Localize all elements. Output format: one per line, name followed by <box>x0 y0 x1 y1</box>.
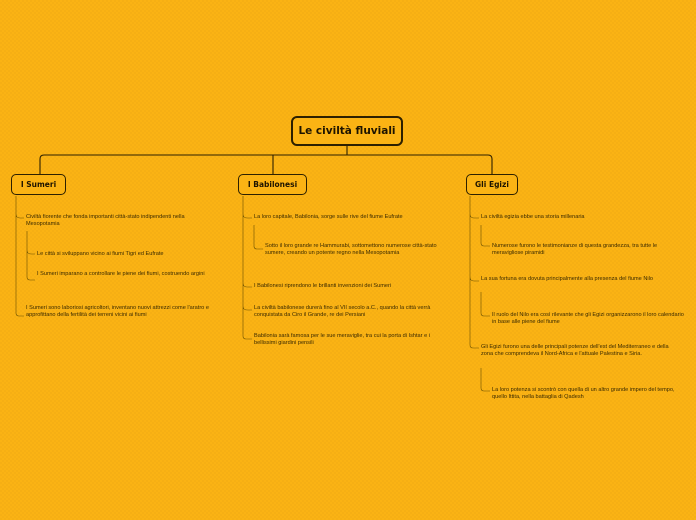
egizi-item-6[interactable]: La loro potenza si scontrò con quella di un altro grande impero del tempo, quello Ittita, nella battaglia di Qadesh <box>492 387 675 401</box>
babilonesi-item-3[interactable]: I Babilonesi riprendono le brillanti invenzioni dei Sumeri <box>254 283 392 289</box>
babilonesi-item-5[interactable]: Babilonia sarà famosa per le sue meraviglie, tra cui la porta di Ishtar e i bellissimi giardini pensili <box>254 333 430 347</box>
central-topic[interactable]: Le civiltà fluviali <box>291 116 403 146</box>
topic-egizi[interactable]: Gli Egizi <box>466 174 518 195</box>
sumeri-item-2[interactable]: Le città si sviluppano vicino ai fiumi Tigri ed Eufrate <box>37 251 164 257</box>
sumeri-item-1[interactable]: Civiltà fiorente che fonda importanti città-stato indipendenti nella Mesopotamia <box>26 214 185 228</box>
sumeri-item-4[interactable]: I Sumeri sono laboriosi agricoltori, inventano nuovi attrezzi come l'aratro e approfittano della fertilità dei terreni vicini ai fiumi <box>26 305 209 319</box>
egizi-item-2[interactable]: Numerose furono le testimonianze di questa grandezza, tra tutte le meravigliose piramidi <box>492 243 658 257</box>
egizi-item-3[interactable]: La sua fortuna era dovuta principalmente alla presenza del fiume Nilo <box>481 276 653 282</box>
root-connector <box>40 146 492 174</box>
topic-sumeri[interactable]: I Sumeri <box>11 174 66 195</box>
topic-babilonesi[interactable]: I Babilonesi <box>238 174 307 195</box>
egizi-item-1[interactable]: La civiltà egizia ebbe una storia millenaria <box>481 214 585 220</box>
babilonesi-item-1[interactable]: La loro capitale, Babilonia, sorge sulle rive del fiume Eufrate <box>254 214 403 220</box>
egizi-connectors <box>470 196 490 391</box>
egizi-item-4[interactable]: Il ruolo del Nilo era così rilevante che gli Egizi organizzarono il loro calendario in base alle piene del fiume <box>492 312 684 326</box>
sumeri-item-3[interactable]: I Sumeri imparano a controllare le piene dei fiumi, costruendo argini <box>37 271 205 277</box>
babilonesi-item-2[interactable]: Sotto il loro grande re Hammurabi, sottomettono numerose città-stato sumere, creando un potente regno nella Mesopotamia <box>265 243 437 257</box>
babilonesi-item-4[interactable]: La civiltà babilonese durerà fino al VII secolo a.C., quando la città verrà conquistata da Ciro il Grande, re dei Persiani <box>254 305 431 319</box>
egizi-item-5[interactable]: Gli Egizi furono una delle principali potenze dell'est del Mediterraneo e della zona che comprendeva il Nord-Africa e l'attuale Palestina e Siria. <box>481 344 669 358</box>
